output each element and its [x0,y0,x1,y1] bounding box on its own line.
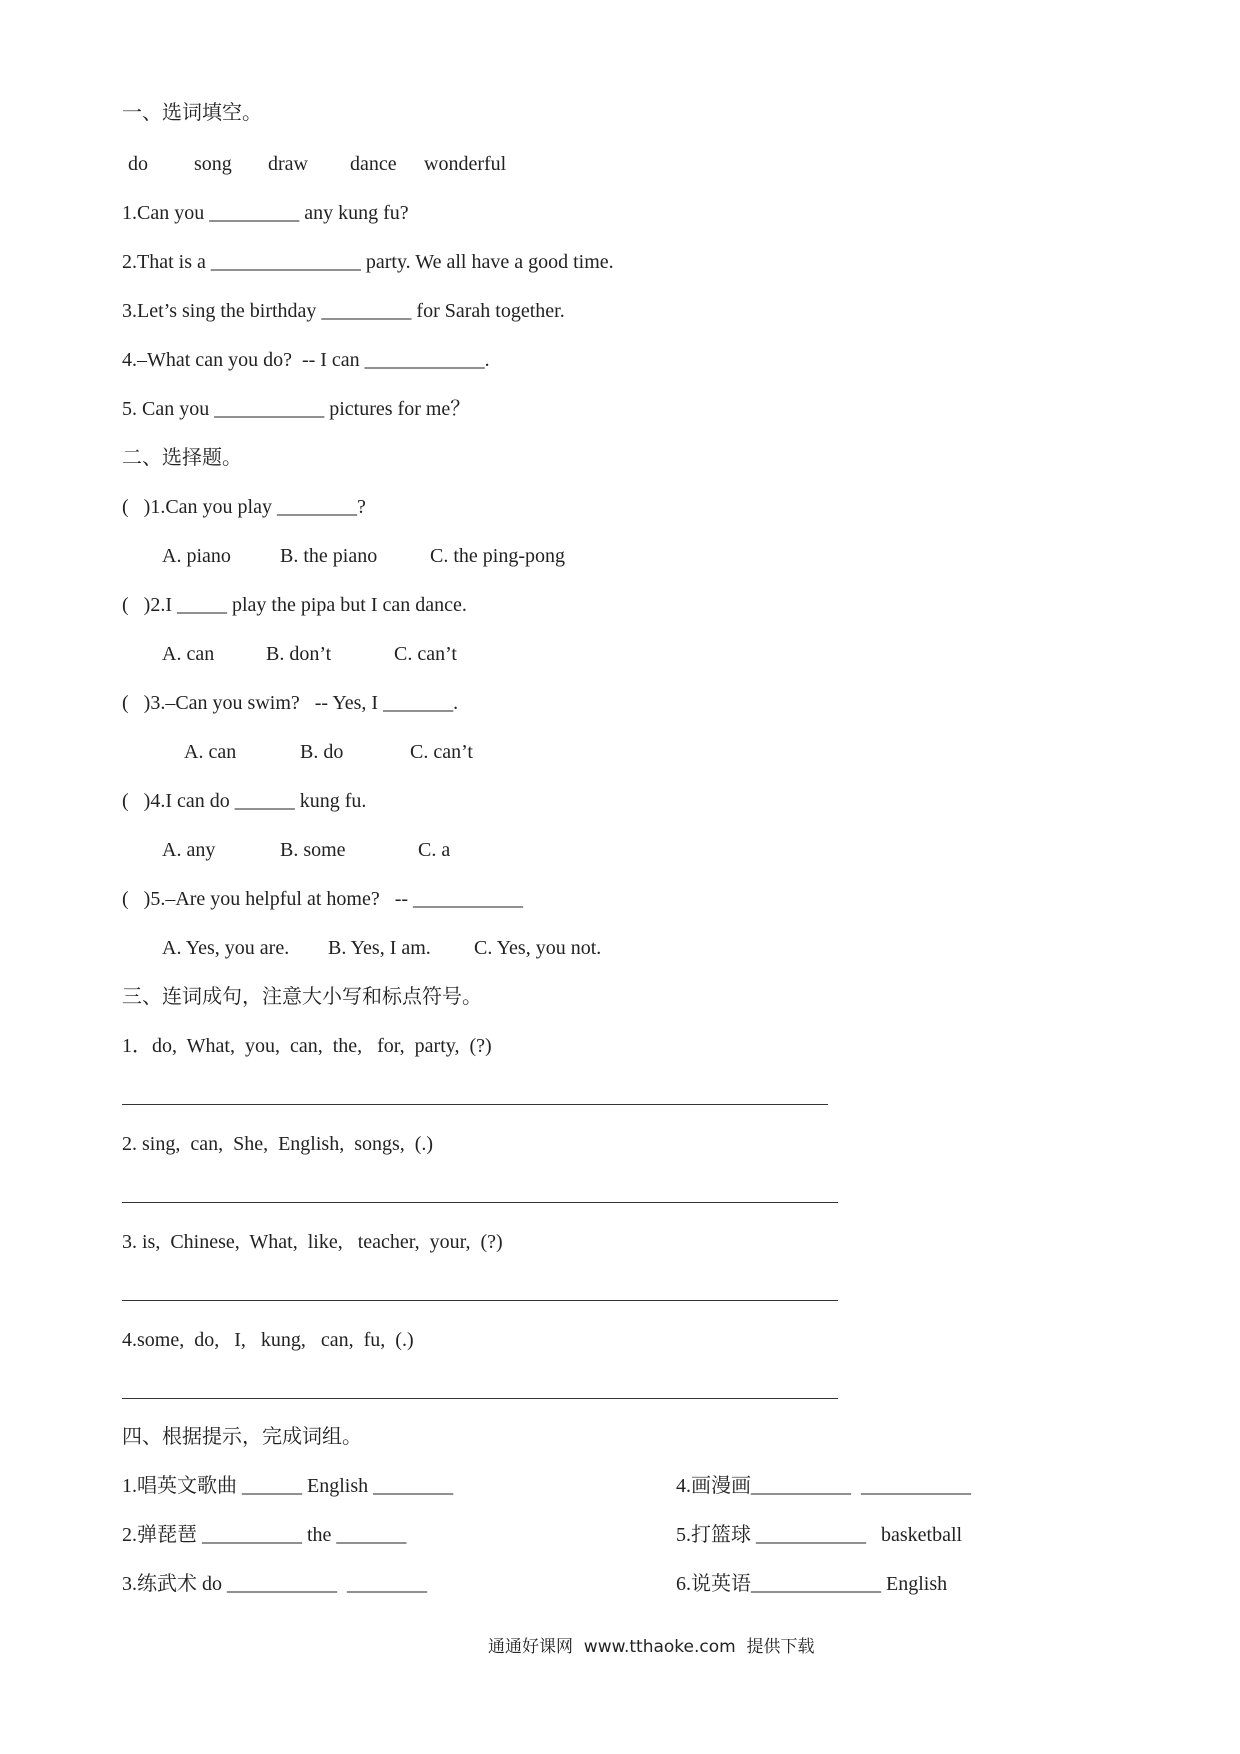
choice-question-5: ( )5.–Are you helpful at home? -- ___________ [122,888,524,910]
phrase-question-3: 3.练武术 do ___________ ________ [122,1573,427,1595]
fill-question-2: 2.That is a _______________ party. We all have a good time. [122,251,614,273]
choice-option: B. do [300,741,344,763]
reorder-question-4: 4.some, do, I, kung, can, fu, (.) [122,1329,414,1351]
choice-option: C. the ping-pong [430,545,565,567]
answer-line [122,1104,828,1105]
choice-option: A. any [162,839,216,861]
choice-option: B. the piano [280,545,378,567]
answer-line [122,1300,838,1301]
choice-question-2: ( )2.I _____ play the pipa but I can dance. [122,594,467,616]
fill-question-3: 3.Let’s sing the birthday _________ for Sarah together. [122,300,565,322]
choice-question-3: ( )3.–Can you swim? -- Yes, I _______. [122,692,459,714]
phrase-question-2: 2.弹琵琶 __________ the _______ [122,1524,407,1546]
choice-option: C. can’t [410,741,473,763]
choice-option: C. Yes, you not. [474,937,602,959]
choice-option: C. can’t [394,643,457,665]
reorder-question-2: 2. sing, can, She, English, songs, (.) [122,1133,434,1155]
section-2-title: 二、选择题。 [122,445,242,469]
fill-question-4: 4.–What can you do? -- I can ____________. [122,349,490,371]
word-bank-item: wonderful [424,153,507,175]
footer-credit: 通通好课网 www.tthaoke.com 提供下载 [488,1637,815,1657]
phrase-question-4: 4.画漫画__________ ___________ [676,1475,971,1497]
choice-option: A. Yes, you are. [162,937,290,959]
choice-question-4: ( )4.I can do ______ kung fu. [122,790,367,812]
section-1-title: 一、选词填空。 [122,100,262,124]
phrase-question-6: 6.说英语_____________ English [676,1573,948,1595]
choice-option: A. can [162,643,215,665]
choice-option: B. some [280,839,346,861]
choice-option: A. piano [162,545,231,567]
choice-question-1: ( )1.Can you play ________? [122,496,366,518]
choice-option: B. don’t [266,643,332,665]
phrase-question-5: 5.打篮球 ___________ basketball [676,1524,963,1546]
fill-question-5: 5. Can you ___________ pictures for me？ [122,398,471,420]
word-bank-item: song [194,153,232,175]
choice-option: C. a [418,839,451,861]
section-4-title: 四、根据提示，完成词组。 [122,1424,362,1448]
word-bank-item: do [128,153,148,175]
answer-line [122,1398,838,1399]
fill-question-1: 1.Can you _________ any kung fu? [122,202,409,224]
word-bank-item: draw [268,153,308,175]
phrase-question-1: 1.唱英文歌曲 ______ English ________ [122,1475,454,1497]
word-bank-item: dance [350,153,397,175]
reorder-question-3: 3. is, Chinese, What, like, teacher, your, (?) [122,1231,503,1253]
section-3-title: 三、连词成句，注意大小写和标点符号。 [122,984,482,1008]
choice-option: A. can [184,741,237,763]
answer-line [122,1202,838,1203]
choice-option: B. Yes, I am. [328,937,431,959]
reorder-question-1: 1．do, What, you, can, the, for, party, (?) [122,1035,492,1057]
